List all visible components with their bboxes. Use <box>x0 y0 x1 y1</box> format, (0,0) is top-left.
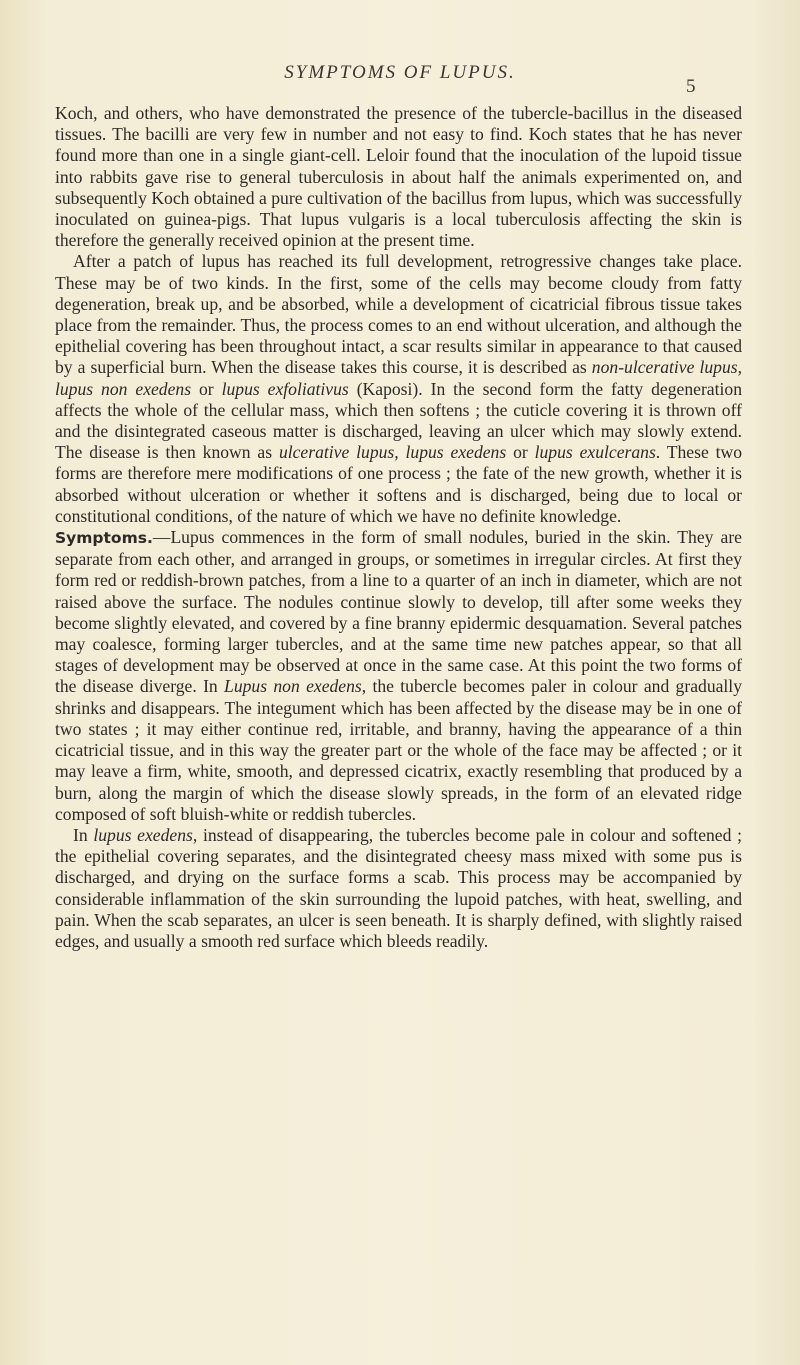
paragraph-3-text-b: , the tubercle becomes paler in colour and gradually shrinks and disappears. The integument which has been affected by the disease may be in one of two states ; it may either continue red, irritable, and branny, having the appearance of a thin cicatricial tissue, and in this way the greater part or the whole of the face may be affected ; or it may leave a firm, white, smooth, and depressed cicatrix, exactly resembling that produced by a burn, along the margin of which the disease slowly spreads, in the form of an elevated ridge composed of soft bluish-white or reddish tubercles. <box>55 676 742 824</box>
paragraph-3-text-a: —Lupus commences in the form of small nodules, buried in the skin. They are separate from each other, and arranged in groups, or sometimes in irregular circles. At first they form red or reddish-brown patches, from a line to a quarter of an inch in diameter, which are not raised above the surface. The nodules continue slowly to develop, till after some weeks they become slightly elevated, and covered by a fine branny epidermic desquamation. Several patches may coalesce, forming larger tubercles, and at the same time new patches appear, so that all stages of development may be observed at once in the same case. At this point the two forms of the disease diverge. In <box>55 527 742 697</box>
term-lupus-exulcerans: lupus exulcerans <box>534 442 656 463</box>
paragraph-4-text-a: In <box>73 824 94 845</box>
term-non-ulcerative-lupus: non-ulcerative lupus, lupus non exedens <box>55 357 742 399</box>
paragraph-1 <box>55 103 742 251</box>
running-head: SYMPTOMS OF LUPUS. <box>284 62 516 83</box>
paragraph-3 <box>55 527 742 825</box>
paragraph-2 <box>55 251 742 527</box>
page-number: 5 <box>686 76 696 97</box>
body-text <box>55 103 742 952</box>
paragraph-2-text-b: or <box>191 378 222 399</box>
term-lupus-exfoliativus: lupus exfoliativus <box>221 378 349 399</box>
section-heading-symptoms: Symptoms. <box>55 529 153 548</box>
paragraph-4-text-b: , instead of disappearing, the tubercles become pale in colour and softened ; the epithelial covering separates, and the disintegrated cheesy mass mixed with some pus is discharged, and drying on the surface forms a scab. This process may be accompanied by considerable inflammation of the skin surrounding the lupoid patches, with heat, swelling, and pain. When the scab separates, an ulcer is seen beneath. It is sharply defined, with slightly raised edges, and usually a smooth red surface which bleeds readily. <box>55 824 742 951</box>
paragraph-1-text: Koch, and others, who have demonstrated the presence of the tubercle-bacillus in the diseased tissues. The bacilli are very few in number and not easy to find. Koch states that he has never found more than one in a single giant-cell. Leloir found that the inoculation of the lupoid tissue into rabbits gave rise to general tuberculosis in about half the animals experimented on, and subsequently Koch obtained a pure cultivation of the bacillus from lupus, which was successfully inoculated on guinea-pigs. That lupus vulgaris is a local tuberculosis affecting the skin is therefore the generally received opinion at the present time. <box>55 103 742 251</box>
term-lupus-non-exedens: Lupus non exedens <box>224 676 362 697</box>
paragraph-2-text-c: (Kaposi). In the second form the fatty degeneration affects the whole of the cellular mass, which then softens ; the cuticle covering it is thrown off and the disintegrated caseous matter is discharged, leaving an ulcer which may slowly extend. The disease is then known as <box>55 378 742 463</box>
term-ulcerative-lupus: ulcerative lupus, lupus exedens <box>278 442 507 463</box>
paragraph-4 <box>55 825 742 952</box>
paragraph-2-text-e: . These two forms are therefore mere modifications of one process ; the fate of the new growth, whether it is absorbed without ulceration or whether it softens and is discharged, being due to local or constitutional conditions, of the nature of which we have no definite knowledge. <box>55 442 743 526</box>
term-lupus-exedens: lupus exedens <box>93 824 193 845</box>
paragraph-2-text-a: After a patch of lupus has reached its full development, retrogressive changes take place. These may be of two kinds. In the first, some of the cells may become cloudy from fatty degeneration, break up, and be absorbed, while a development of cicatricial fibrous tissue takes place from the remainder. Thus, the process comes to an end without ulceration, and although the epithelial covering has been throughout intact, a scar results similar in appearance to that caused by a superficial burn. When the disease takes this course, it is described as <box>55 251 742 378</box>
paragraph-2-text-d: or <box>506 442 535 463</box>
